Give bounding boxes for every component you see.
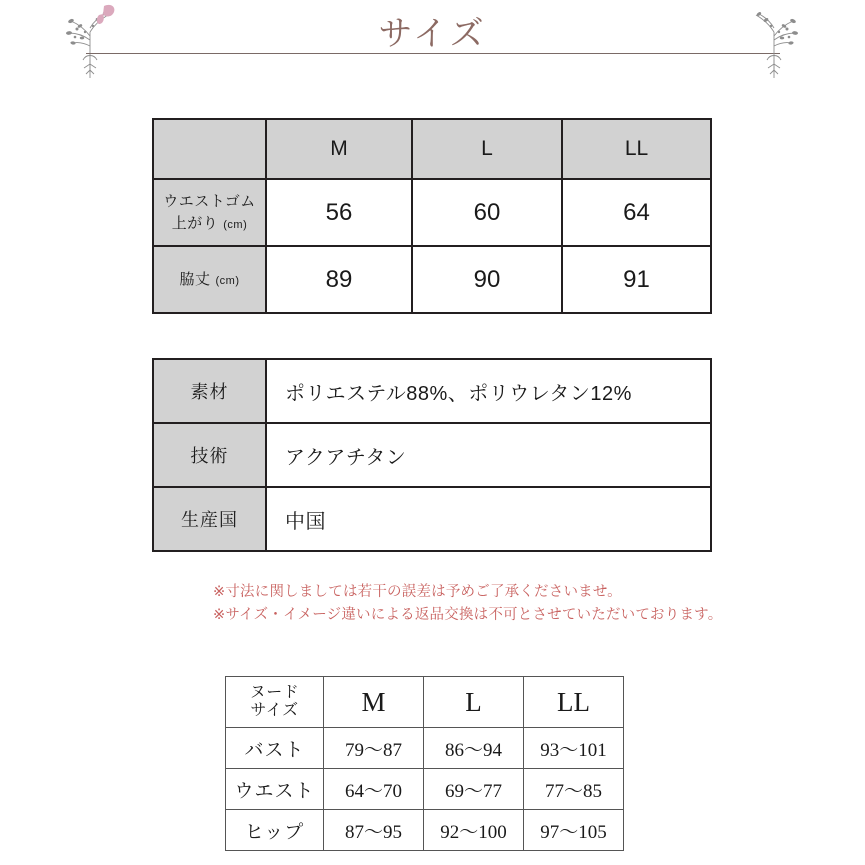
waist-value-ll: 64: [562, 179, 711, 246]
hip-value-ll: 97〜105: [524, 810, 624, 851]
size-measurement-table: [152, 118, 712, 314]
page-title: サイズ: [378, 16, 487, 53]
product-spec-table: [152, 358, 712, 552]
table-row: [226, 769, 624, 810]
nude-table-header-l: L: [424, 677, 524, 728]
size-table-row-label-waist: [153, 179, 266, 246]
bust-value-ll: 93〜101: [524, 728, 624, 769]
waist-value-m: 56: [266, 179, 412, 246]
sidelength-label: 脇丈: [179, 270, 211, 288]
size-table-corner-cell: [153, 119, 266, 179]
nude-table-header-m: M: [324, 677, 424, 728]
nude-table-corner-cell: [226, 677, 324, 728]
nude-head-label-line1: ヌード: [249, 683, 300, 701]
table-row: [153, 246, 711, 313]
waist-label-line2: 上がり: [171, 214, 219, 232]
nude-row-label-bust: バスト: [226, 728, 324, 769]
nude-table-header-ll: LL: [524, 677, 624, 728]
spec-label-material: 素材: [153, 359, 266, 423]
table-row: [153, 179, 711, 246]
table-row: [153, 423, 711, 487]
nude-row-label-hip: ヒップ: [226, 810, 324, 851]
spec-label-country: 生産国: [153, 487, 266, 551]
sidelength-value-ll: 91: [562, 246, 711, 313]
floral-sprig-ornament-icon: [742, 2, 806, 80]
table-row: [226, 728, 624, 769]
header-divider: [86, 53, 780, 54]
waist-label-line1: ウエストゴム: [163, 192, 256, 210]
table-row: [153, 487, 711, 551]
table-header-row: [226, 677, 624, 728]
bust-value-l: 86〜94: [424, 728, 524, 769]
size-table-header-l: L: [412, 119, 562, 179]
spec-value-material: ポリエステル88%、ポリウレタン12%: [266, 359, 711, 423]
sidelength-value-m: 89: [266, 246, 412, 313]
waist-nude-value-m: 64〜70: [324, 769, 424, 810]
disclaimer-line-2: ※サイズ・イメージ違いによる返品交換は不可とさせていただいております。: [213, 607, 723, 624]
page-header: [0, 0, 865, 95]
spec-value-country: 中国: [266, 487, 711, 551]
waist-unit: (cm): [223, 218, 248, 231]
nude-size-table: [225, 676, 624, 851]
sidelength-value-l: 90: [412, 246, 562, 313]
table-row: [226, 810, 624, 851]
nude-row-label-waist: ウエスト: [226, 769, 324, 810]
nude-head-label-line2: サイズ: [250, 702, 299, 719]
spec-value-technology: アクアチタン: [266, 423, 711, 487]
disclaimer-notice: [213, 581, 722, 627]
bust-value-m: 79〜87: [324, 728, 424, 769]
size-table-row-label-sidelength: [153, 246, 266, 313]
spec-label-technology: 技術: [153, 423, 266, 487]
size-table-header-m: M: [266, 119, 412, 179]
hip-value-m: 87〜95: [324, 810, 424, 851]
table-row: [153, 359, 711, 423]
disclaimer-line-1: ※寸法に関しましては若干の誤差は予めご了承くださいませ。: [213, 584, 622, 600]
waist-value-l: 60: [412, 179, 562, 246]
size-table-header-ll: LL: [562, 119, 711, 179]
waist-nude-value-ll: 77〜85: [524, 769, 624, 810]
hip-value-l: 92〜100: [424, 810, 524, 851]
sidelength-unit: (cm): [215, 274, 240, 287]
table-header-row: [153, 119, 711, 179]
waist-nude-value-l: 69〜77: [424, 769, 524, 810]
